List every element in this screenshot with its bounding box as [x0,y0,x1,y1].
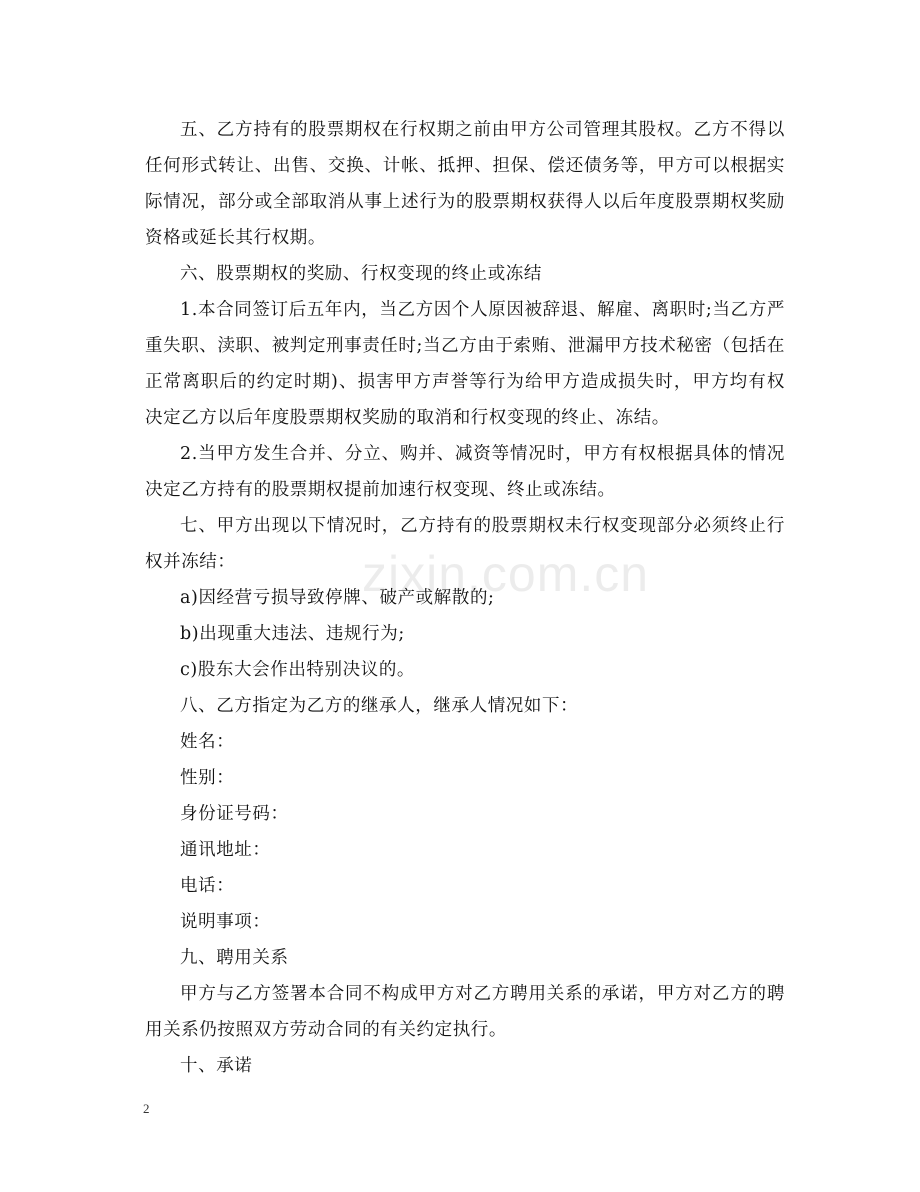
heading-clause-8: 八、乙方指定为乙方的继承人，继承人情况如下： [180,696,579,716]
field-notes: 说明事项： [180,912,271,932]
paragraph-clause-5: 五、乙方持有的股票期权在行权期之前由甲方公司管理其股权。乙方不得以任何形式转让、出售、交换、计帐、抵押、担保、偿还债务等，甲方可以根据实际情况，部分或全部取消从事上述行为的股票期权获得人以后年度股票期权奖励资格或延长其行权期。 [145,120,785,248]
field-phone: 电话： [180,876,235,896]
list-item-a: a)因经营亏损导致停牌、破产或解散的; [180,588,495,608]
heading-clause-6: 六、股票期权的奖励、行权变现的终止或冻结 [180,264,542,284]
document-body [145,112,785,1084]
page-number: 2 [143,1101,150,1116]
heading-clause-10: 十、承诺 [180,1056,253,1076]
field-address: 通讯地址： [180,840,271,860]
paragraph-clause-6-1: 1.本合同签订后五年内，当乙方因个人原因被辞退、解雇、离职时;当乙方严重失职、渎职、被判定刑事责任时;当乙方由于索贿、泄漏甲方技术秘密（包括在正常离职后的约定时期)、损害甲方声誉等行为给甲方造成损失时，甲方均有权决定乙方以后年度股票期权奖励的取消和行权变现的终止、冻结。 [145,300,785,428]
paragraph-clause-7: 七、甲方出现以下情况时，乙方持有的股票期权未行权变现部分必须终止行权并冻结： [145,516,785,572]
watermark: zixin.com.cn [362,546,650,602]
field-gender: 性别： [180,768,235,788]
list-item-c: c)股东大会作出特别决议的。 [180,660,416,680]
field-id-number: 身份证号码： [180,804,289,824]
list-item-b: b)出现重大违法、违规行为; [180,624,405,644]
paragraph-clause-9: 甲方与乙方签署本合同不构成甲方对乙方聘用关系的承诺，甲方对乙方的聘用关系仍按照双方劳动合同的有关约定执行。 [145,984,785,1040]
field-name: 姓名： [180,732,235,752]
paragraph-clause-6-2: 2.当甲方发生合并、分立、购并、减资等情况时，甲方有权根据具体的情况决定乙方持有的股票期权提前加速行权变现、终止或冻结。 [145,444,785,500]
heading-clause-9: 九、聘用关系 [180,948,289,968]
